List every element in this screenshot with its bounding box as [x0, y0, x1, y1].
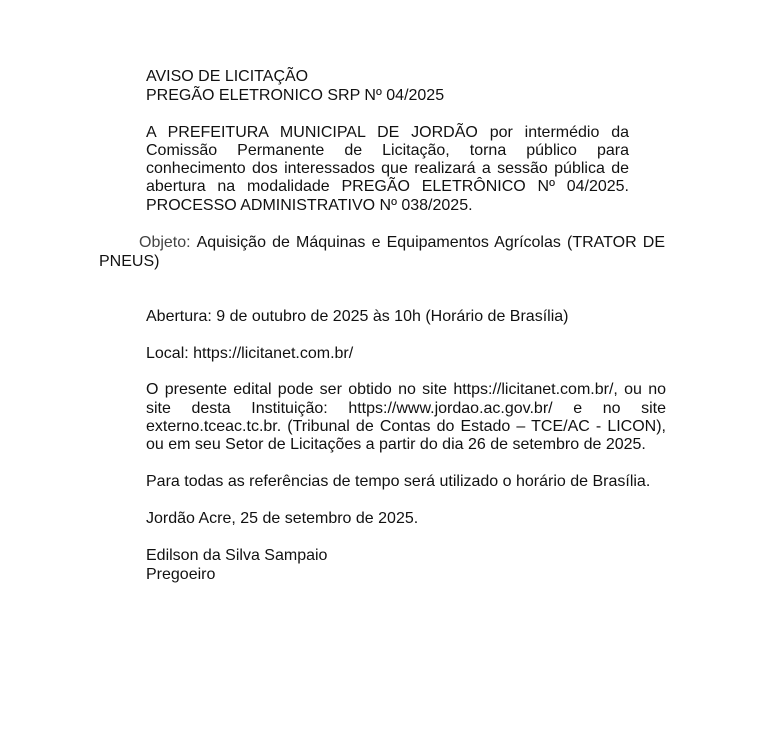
objeto-label: Objeto: — [139, 234, 191, 251]
edital-line: O presente edital pode ser obtido no site https://licitanet.com.br/, ou no — [146, 381, 666, 398]
intro-line: abertura na modalidade PREGÃO ELETRÔNICO Nº 04/2025. — [146, 178, 629, 195]
edital-line: ou em seu Setor de Licitações a partir do dia 26 de setembro de 2025. — [146, 436, 646, 453]
notice-subtitle: PREGÃO ELETRONICO SRP Nº 04/2025 — [146, 87, 445, 104]
date-place-line: Jordão Acre, 25 de setembro de 2025. — [146, 510, 419, 527]
edital-line: site desta Instituição: https://www.jordao.ac.gov.br/ e no site — [146, 400, 666, 417]
objeto-text-continued: PNEUS) — [99, 253, 160, 270]
abertura-line: Abertura: 9 de outubro de 2025 às 10h (Horário de Brasília) — [146, 308, 569, 325]
intro-line: conhecimento dos interessados que realizará a sessão pública de — [146, 160, 629, 177]
local-line: Local: https://licitanet.com.br/ — [146, 345, 354, 362]
intro-line: PROCESSO ADMINISTRATIVO Nº 038/2025. — [146, 197, 473, 214]
signer-name: Edilson da Silva Sampaio — [146, 547, 328, 564]
edital-line: externo.tceac.tc.br. (Tribunal de Contas do Estado – TCE/AC - LICON), — [146, 418, 666, 435]
intro-line: A PREFEITURA MUNICIPAL DE JORDÃO por intermédio da — [146, 124, 629, 141]
horario-line: Para todas as referências de tempo será utilizado o horário de Brasília. — [146, 473, 651, 490]
objeto-text: Aquisição de Máquinas e Equipamentos Agrícolas (TRATOR DE — [196, 234, 665, 251]
notice-title: AVISO DE LICITAÇÃO — [146, 68, 309, 85]
intro-line: Comissão Permanente de Licitação, torna público para — [146, 142, 629, 159]
objeto-first-line — [139, 234, 665, 252]
signer-role: Pregoeiro — [146, 566, 216, 583]
